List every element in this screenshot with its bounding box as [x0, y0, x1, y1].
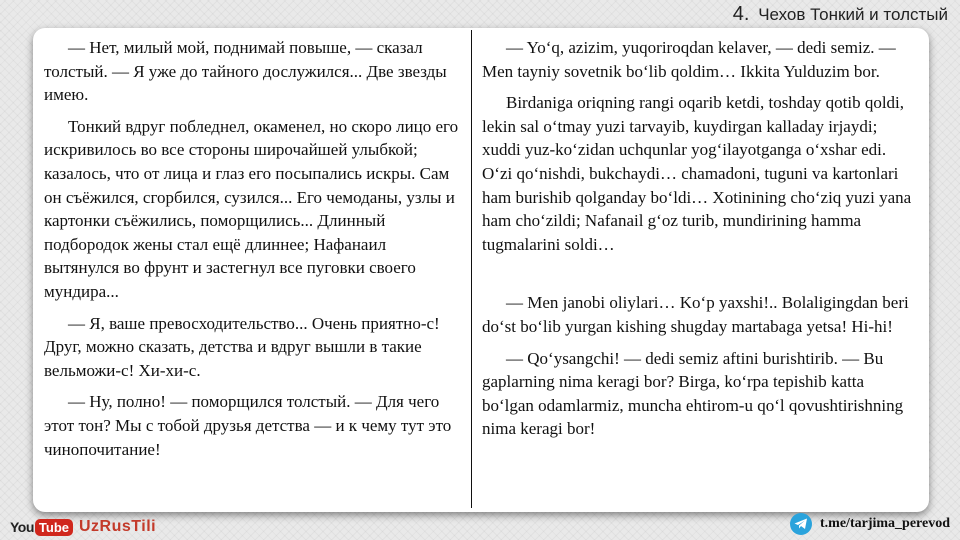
paragraph-ru-3: — Я, ваше превосходительство... Очень приятно-с! Друг, можно сказать, детства и вдруг вышли в такие вельможи-с! Хи-хи-с.	[44, 313, 440, 380]
telegram-link-badge[interactable]	[790, 513, 950, 535]
paragraph-uz-4: — Qo‘ysangchi! — dedi semiz aftini burishtirib. — Bu gaplarning nima keragi bor? Birga, ko‘rpa tepishib katta bo‘lgan odamlarmiz, muncha ehtirom-u qo‘l qovushtirishning nima keragi bor!	[482, 348, 904, 439]
telegram-link-text[interactable]: t.me/tarjima_perevod	[820, 516, 950, 531]
paragraph-ru-1: — Нет, милый мой, поднимай повыше, — сказал толстый. — Я уже до тайного дослужился... Две звезды имею.	[44, 38, 447, 105]
youtube-logo-tube: Tube	[35, 519, 73, 536]
paragraph-uz-2: Birdaniga oriqning rangi oqarib ketdi, toshday qotib qoldi, lekin sal o‘tmay yuzi tarvayib, kuydirgan kalladay irjaydi; xuddi yuz-ko‘zidan uchqunlar yog‘ilayotganga o‘xshar edi. O‘zi qo‘nishdi, bukchaydi… chamadoni, tuguni va kartonlari ham burishib qolganday bo‘ldi… Xotinining cho‘ziq yuzi yana ham cho‘zildi; Nafanail g‘oz turib, mundirining hamma tugmalarini soldi…	[482, 93, 912, 254]
slide-number: 4.	[732, 3, 750, 25]
column-divider	[471, 30, 472, 508]
paragraph-uz-3: — Men janobi oliylari… Ko‘p yaxshi!.. Bolaligingdan beri do‘st bo‘lib yurgan kishing shugday martabaga yetsa! Hi-hi!	[482, 293, 909, 336]
paragraph-ru-2: Тонкий вдруг побледнел, окаменел, но скоро лицо его искривилось во все стороны широчайшей улыбкой; казалось, что от лица и глаз его посыпались искры. Сам он съёжился, сгорбился, сузился... Его чемоданы, узлы и картонки съёжились, поморщились... Длинный подбородок жены стал ещё длиннее; Нафанаил вытянулся во фрунт и застегнул все пуговки своего мундира...	[44, 116, 459, 301]
uzbek-text-column	[482, 36, 914, 449]
telegram-icon	[790, 513, 812, 535]
slide-title	[733, 3, 948, 26]
channel-name: UzRusTili	[79, 518, 157, 535]
slide-title-text: Чехов Тонкий и толстый	[758, 5, 948, 24]
russian-text-column	[44, 36, 464, 469]
paragraph-uz-1: — Yo‘q, azizim, yuqoriroqdan kelaver, — dedi semiz. — Men tayniy sovetnik bo‘lib qoldim… Ikkita Yulduzim bor.	[482, 38, 896, 81]
youtube-logo-you: You	[10, 519, 34, 535]
paragraph-ru-4: — Ну, полно! — поморщился толстый. — Для чего этот тон? Мы с тобой друзья детства — и к чему тут это чинопочитание!	[44, 392, 452, 459]
youtube-channel-badge[interactable]	[10, 518, 156, 536]
